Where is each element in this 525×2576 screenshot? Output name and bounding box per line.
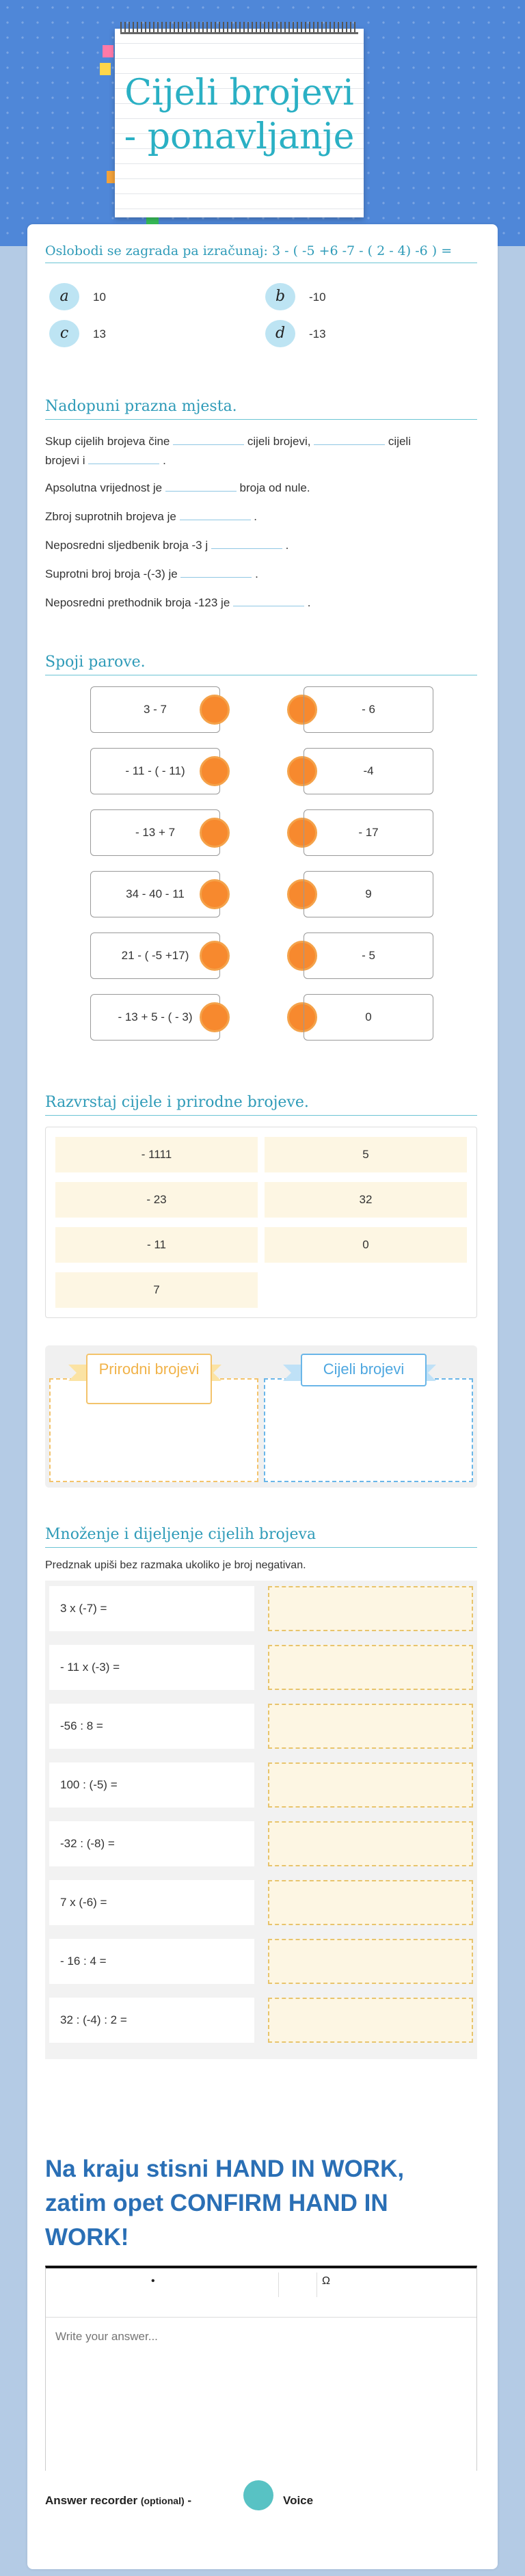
match-right-5[interactable]: 0 bbox=[304, 994, 433, 1041]
fill-text: cijeli bbox=[388, 435, 411, 448]
math-answer-input[interactable] bbox=[268, 1998, 473, 2043]
fill-text: . bbox=[254, 510, 258, 523]
answer-editor bbox=[45, 2266, 477, 2471]
fill-text: Neposredni sljedbenik broja -3 j bbox=[45, 539, 208, 552]
math-question: - 11 x (-3) = bbox=[49, 1645, 254, 1690]
question-heading: Razvrstaj cijele i prirodne brojeve. bbox=[45, 1094, 477, 1116]
page-title: Cijeli brojevi - ponavljanje bbox=[124, 72, 355, 157]
fill-text: . bbox=[163, 454, 166, 467]
match-right-0[interactable]: - 6 bbox=[304, 686, 433, 733]
title-notepad bbox=[115, 29, 364, 217]
option-text: -10 bbox=[309, 291, 326, 304]
option-letter: d bbox=[265, 320, 295, 347]
blank-input[interactable] bbox=[165, 481, 237, 492]
fill-text: cijeli brojevi, bbox=[247, 435, 311, 448]
fill-text: Zbroj suprotnih brojeva je bbox=[45, 510, 176, 523]
math-answer-input[interactable] bbox=[268, 1880, 473, 1925]
answer-option-d[interactable] bbox=[265, 320, 436, 347]
match-right-2[interactable]: - 17 bbox=[304, 809, 433, 856]
option-letter: c bbox=[49, 320, 79, 347]
fill-text: Neposredni prethodnik broja -123 je bbox=[45, 596, 230, 609]
fill-text: . bbox=[255, 567, 258, 580]
blank-input[interactable] bbox=[180, 509, 251, 520]
voice-label: Voice bbox=[283, 2494, 314, 2507]
fill-line bbox=[45, 432, 462, 470]
blank-input[interactable] bbox=[173, 434, 244, 445]
final-instruction: Na kraju stisni HAND IN WORK, zatim opet CONFIRM HAND IN WORK! bbox=[45, 2156, 405, 2251]
answer-option-b[interactable] bbox=[265, 283, 436, 310]
blank-input[interactable] bbox=[233, 595, 304, 606]
recorder-label-text: Answer recorder bbox=[45, 2494, 138, 2507]
math-question: 7 x (-6) = bbox=[49, 1880, 254, 1925]
match-dot[interactable] bbox=[200, 1002, 230, 1032]
toolbar-divider bbox=[278, 2272, 279, 2297]
tab-marker bbox=[100, 63, 111, 75]
math-answer-input[interactable] bbox=[268, 1586, 473, 1631]
match-left-0[interactable]: 3 - 7 bbox=[90, 686, 220, 733]
option-text: 13 bbox=[93, 327, 106, 340]
category-label-cijeli: Cijeli brojevi bbox=[301, 1354, 427, 1386]
fill-line bbox=[45, 536, 288, 555]
match-left-4[interactable]: 21 - ( -5 +17) bbox=[90, 933, 220, 979]
math-answer-input[interactable] bbox=[268, 1704, 473, 1749]
sort-items-area bbox=[45, 1127, 477, 1318]
sort-item[interactable]: - 23 bbox=[55, 1182, 258, 1218]
math-question: 100 : (-5) = bbox=[49, 1762, 254, 1808]
question-heading: Nadopuni prazna mjesta. bbox=[45, 398, 477, 420]
option-letter: a bbox=[49, 283, 79, 310]
option-text: -13 bbox=[309, 327, 326, 340]
math-answer-input[interactable] bbox=[268, 1939, 473, 1984]
match-dot[interactable] bbox=[200, 756, 230, 786]
blank-input[interactable] bbox=[88, 453, 159, 464]
match-dot[interactable] bbox=[200, 695, 230, 725]
fill-text: brojevi i bbox=[45, 454, 85, 467]
math-question: -32 : (-8) = bbox=[49, 1821, 254, 1866]
bullet-list-icon[interactable]: • bbox=[151, 2275, 155, 2287]
math-rows bbox=[45, 1581, 477, 2059]
fill-text: broja od nule. bbox=[239, 481, 310, 494]
sort-item[interactable]: - 11 bbox=[55, 1227, 258, 1263]
match-dot[interactable] bbox=[200, 941, 230, 971]
special-character-icon[interactable]: Ω bbox=[322, 2275, 330, 2287]
math-answer-input[interactable] bbox=[268, 1645, 473, 1690]
instruction-text: Predznak upiši bez razmaka ukoliko je broj negativan. bbox=[45, 1559, 306, 1571]
match-dot[interactable] bbox=[200, 879, 230, 909]
recorder-dash: - bbox=[187, 2494, 192, 2507]
match-left-3[interactable]: 34 - 40 - 11 bbox=[90, 871, 220, 917]
math-answer-input[interactable] bbox=[268, 1821, 473, 1866]
answer-option-c[interactable] bbox=[49, 320, 220, 347]
question-heading: Množenje i dijeljenje cijelih brojeva bbox=[45, 1526, 477, 1548]
blank-input[interactable] bbox=[314, 434, 385, 445]
option-text: 10 bbox=[93, 291, 106, 304]
notepad-spiral bbox=[120, 22, 358, 34]
fill-line bbox=[45, 479, 310, 498]
sort-item[interactable]: 7 bbox=[55, 1272, 258, 1308]
fill-line bbox=[45, 507, 257, 526]
math-question: 3 x (-7) = bbox=[49, 1586, 254, 1631]
match-left-1[interactable]: - 11 - ( - 11) bbox=[90, 748, 220, 794]
fill-text: Suprotni broj broja -(-3) je bbox=[45, 567, 178, 580]
editor-toolbar bbox=[46, 2268, 476, 2318]
match-right-4[interactable]: - 5 bbox=[304, 933, 433, 979]
answer-textarea[interactable] bbox=[46, 2318, 476, 2471]
match-right-3[interactable]: 9 bbox=[304, 871, 433, 917]
worksheet-card bbox=[27, 224, 498, 2569]
header-banner bbox=[0, 0, 525, 246]
recorder-optional: (optional) bbox=[140, 2495, 185, 2506]
sort-item[interactable]: 32 bbox=[265, 1182, 467, 1218]
fill-line bbox=[45, 593, 311, 613]
answer-option-a[interactable] bbox=[49, 283, 220, 310]
category-area bbox=[45, 1345, 477, 1488]
math-question: - 16 : 4 = bbox=[49, 1939, 254, 1984]
question-heading: Oslobodi se zagrada pa izračunaj: 3 - ( -5 +6 -7 - ( 2 - 4) -6 ) = bbox=[45, 243, 477, 263]
fill-text: Skup cijelih brojeva čine bbox=[45, 435, 170, 448]
option-letter: b bbox=[265, 283, 295, 310]
fill-text: . bbox=[285, 539, 289, 552]
math-answer-input[interactable] bbox=[268, 1762, 473, 1808]
match-left-2[interactable]: - 13 + 7 bbox=[90, 809, 220, 856]
math-question: -56 : 8 = bbox=[49, 1704, 254, 1749]
math-question: 32 : (-4) : 2 = bbox=[49, 1998, 254, 2043]
blank-input[interactable] bbox=[180, 567, 252, 578]
category-drop-cijeli[interactable] bbox=[264, 1378, 473, 1482]
match-dot[interactable] bbox=[200, 818, 230, 848]
category-label-prirodni: Prirodni brojevi bbox=[86, 1354, 212, 1404]
voice-record-button[interactable] bbox=[243, 2480, 273, 2510]
match-left-5[interactable]: - 13 + 5 - ( - 3) bbox=[90, 994, 220, 1041]
sort-item[interactable]: - 1111 bbox=[55, 1137, 258, 1172]
tab-marker bbox=[103, 45, 113, 57]
fill-text: Apsolutna vrijednost je bbox=[45, 481, 163, 494]
fill-text: . bbox=[307, 596, 311, 609]
recorder-label bbox=[45, 2494, 191, 2508]
match-right-1[interactable]: -4 bbox=[304, 748, 433, 794]
question-heading: Spoji parove. bbox=[45, 654, 477, 675]
sort-item[interactable]: 5 bbox=[265, 1137, 467, 1172]
fill-line bbox=[45, 565, 258, 584]
sort-item[interactable]: 0 bbox=[265, 1227, 467, 1263]
blank-input[interactable] bbox=[211, 538, 282, 549]
